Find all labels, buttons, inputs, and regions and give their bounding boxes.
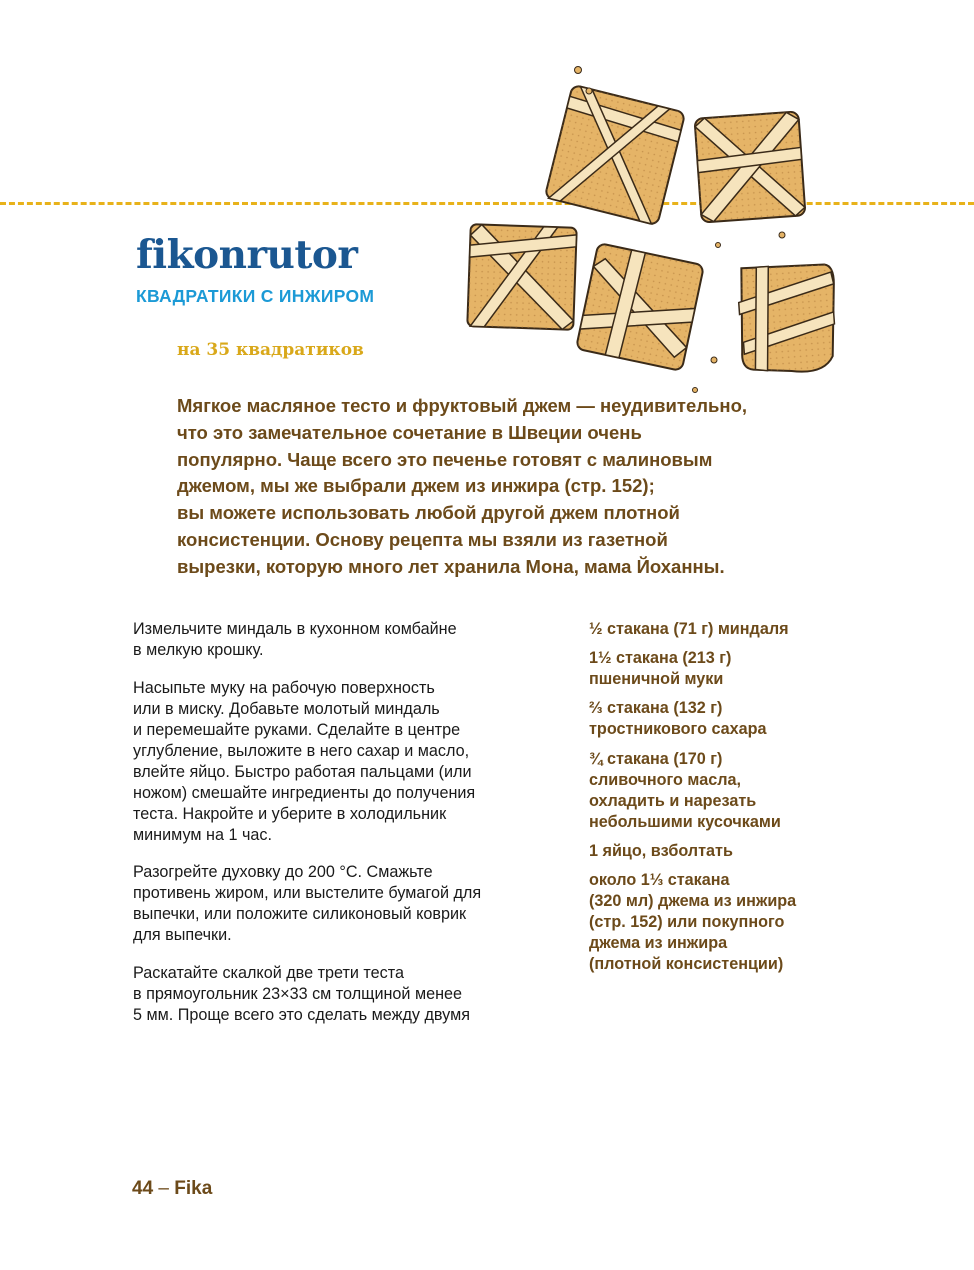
method-line: Разогрейте духовку до 200 °С. Смажьте: [133, 863, 433, 881]
fig-square-pastry-2: [694, 111, 805, 222]
ingredient-line: тростникового сахара: [589, 720, 767, 739]
fig-square-pastry-1: [545, 85, 686, 226]
page-number: 44: [132, 1178, 154, 1199]
method-line: в мелкую крошку.: [133, 641, 264, 659]
recipe-subtitle: КВАДРАТИКИ С ИНЖИРОМ: [136, 286, 375, 306]
intro-line: консистенции. Основу рецепта мы взяли из газетной: [177, 528, 668, 550]
method-line: противень жиром, или выстелите бумагой для: [133, 884, 482, 902]
ingredient-line: небольшими кусочками: [589, 812, 781, 831]
ingredient-sugar: [589, 698, 889, 740]
ingredient-line: (плотной консистенции): [589, 954, 784, 973]
recipe-title: fikonrutor: [136, 232, 358, 278]
ingredient-line: ¾ стакана (170 г): [589, 749, 723, 768]
method-line: ножом) смешайте ингредиенты до получения: [133, 783, 476, 802]
method-line: выпечки, или положите силиконовый коврик: [133, 905, 467, 923]
method-line: Насыпьте муку на рабочую поверхность: [133, 678, 435, 697]
footer-separator: –: [158, 1178, 169, 1199]
ingredient-egg: [589, 841, 889, 862]
ingredient-almonds: [589, 619, 889, 640]
ingredient-line: ½ стакана (71 г) миндаля: [589, 620, 789, 638]
ingredients-list: [589, 619, 889, 983]
ingredient-line: (стр. 152) или покупного: [589, 912, 785, 931]
ingredient-line: около 1⅓ стакана: [589, 870, 730, 889]
method-line: минимум на 1 час.: [133, 825, 272, 844]
ingredient-flour: [589, 648, 889, 690]
ingredient-fig-jam: [589, 870, 889, 975]
fig-square-pastry-3: [467, 224, 576, 330]
method-line: в прямоугольник 23×33 см толщиной менее: [133, 984, 463, 1003]
ingredient-line: сливочного масла,: [589, 770, 741, 789]
ingredient-line: охладить и нарезать: [589, 791, 757, 810]
intro-line: вы можете использовать любой другой джем плотной: [177, 502, 680, 524]
method-step-2: [133, 678, 563, 846]
intro-line: вырезки, которую много лет хранила Мона, мама Йоханны.: [177, 555, 725, 577]
intro-line: джемом, мы же выбрали джем из инжира (стр. 152);: [177, 475, 655, 497]
method-line: и перемешайте руками. Сделайте в центре: [133, 720, 461, 739]
page-footer: [132, 1178, 212, 1200]
method-line: Измельчите миндаль в кухонном комбайне: [133, 620, 457, 638]
method-line: Раскатайте скалкой две трети теста: [133, 963, 404, 982]
method-line: влейте яйцо. Быстро работая пальцами (или: [133, 762, 472, 781]
method-line: теста. Накройте и уберите в холодильник: [133, 804, 447, 823]
intro-line: Мягкое масляное тесто и фруктовый джем — неудивительно,: [177, 395, 748, 416]
intro-paragraph: [177, 393, 847, 581]
method-step-3: [133, 862, 563, 946]
fig-square-pastry-4: [576, 243, 704, 371]
ingredient-line: джема из инжира: [589, 933, 728, 952]
ingredient-line: 1 яйцо, взболтать: [589, 841, 733, 860]
intro-line: популярно. Чаще всего это печенье готовят с малиновым: [177, 448, 713, 470]
intro-line: что это замечательное сочетание в Швеции очень: [177, 421, 642, 443]
method-line: или в миску. Добавьте молотый миндаль: [133, 699, 440, 718]
fig-squares-illustration: [450, 55, 974, 400]
method-column: [133, 619, 563, 1042]
method-line: углубление, выложите в него сахар и масло,: [133, 741, 470, 760]
method-step-4: [133, 963, 563, 1026]
method-line: для выпечки.: [133, 926, 232, 944]
ingredient-line: пшеничной муки: [589, 670, 724, 689]
ingredient-line: 1½ стакана (213 г): [589, 649, 732, 668]
method-step-1: [133, 619, 563, 661]
fig-square-pastry-5: [736, 262, 840, 376]
book-title: Fika: [174, 1178, 213, 1199]
ingredient-line: (320 мл) джема из инжира: [589, 891, 797, 910]
ingredient-butter: [589, 749, 889, 833]
recipe-yield: на 35 квадратиков: [177, 340, 364, 360]
ingredient-line: ⅔ стакана (132 г): [589, 699, 723, 718]
method-line: 5 мм. Проще всего это сделать между двумя: [133, 1005, 470, 1024]
